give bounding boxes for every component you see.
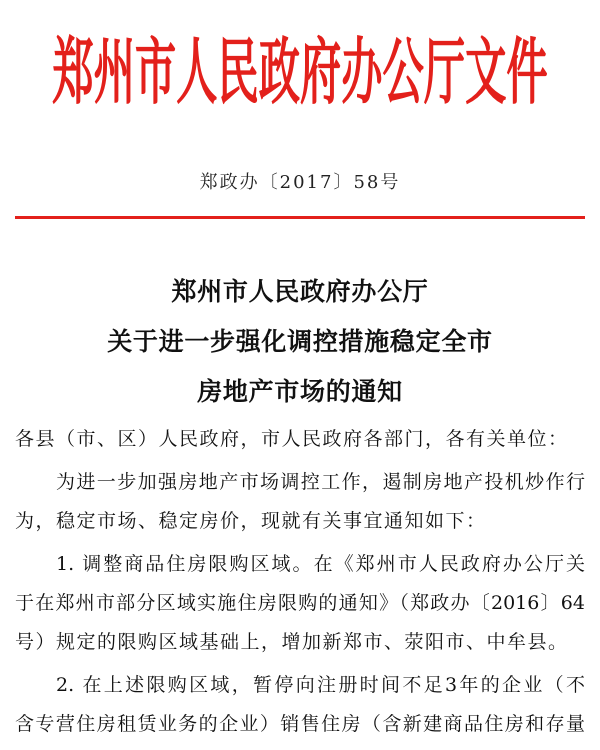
document-body: [15, 420, 585, 748]
document-number: 郑政办〔2017〕58号: [199, 172, 401, 193]
notice-title-line: 郑州市人民政府办公厅: [171, 277, 429, 306]
intro-paragraph: [15, 463, 585, 541]
body-line: 为，稳定市场、稳定房价，现就有关事宜通知如下：: [15, 510, 487, 532]
body-line: 号）规定的限购区域基础上，增加新郑市、荥阳市、中牟县。: [15, 631, 569, 653]
body-line: 为进一步加强房地产市场调控工作，遏制房地产投机炒作行: [56, 471, 585, 493]
notice-title-line: 关于进一步强化调控措施稳定全市: [107, 327, 493, 356]
issuer-title: 郑州市人民政府办公厅文件: [52, 31, 548, 115]
body-line: 1. 调整商品住房限购区域。在《郑州市人民政府办公厅关: [56, 553, 585, 575]
body-line: 含专营住房租赁业务的企业）销售住房（含新建商品住房和存量: [15, 713, 585, 735]
body-line: 于在郑州市部分区域实施住房限购的通知》（郑政办〔2016〕64: [15, 592, 585, 614]
item-2-paragraph: [15, 666, 585, 744]
document-header: [0, 31, 600, 115]
notice-title: [0, 267, 600, 417]
salutation: [15, 420, 585, 459]
item-1-paragraph: [15, 545, 585, 662]
red-divider-line: [15, 216, 585, 219]
body-line: 各县（市、区）人民政府，市人民政府各部门，各有关单位：: [15, 428, 569, 450]
notice-title-line: 房地产市场的通知: [197, 377, 403, 406]
body-line: 2. 在上述限购区域，暂停向注册时间不足3年的企业（不: [56, 674, 585, 696]
